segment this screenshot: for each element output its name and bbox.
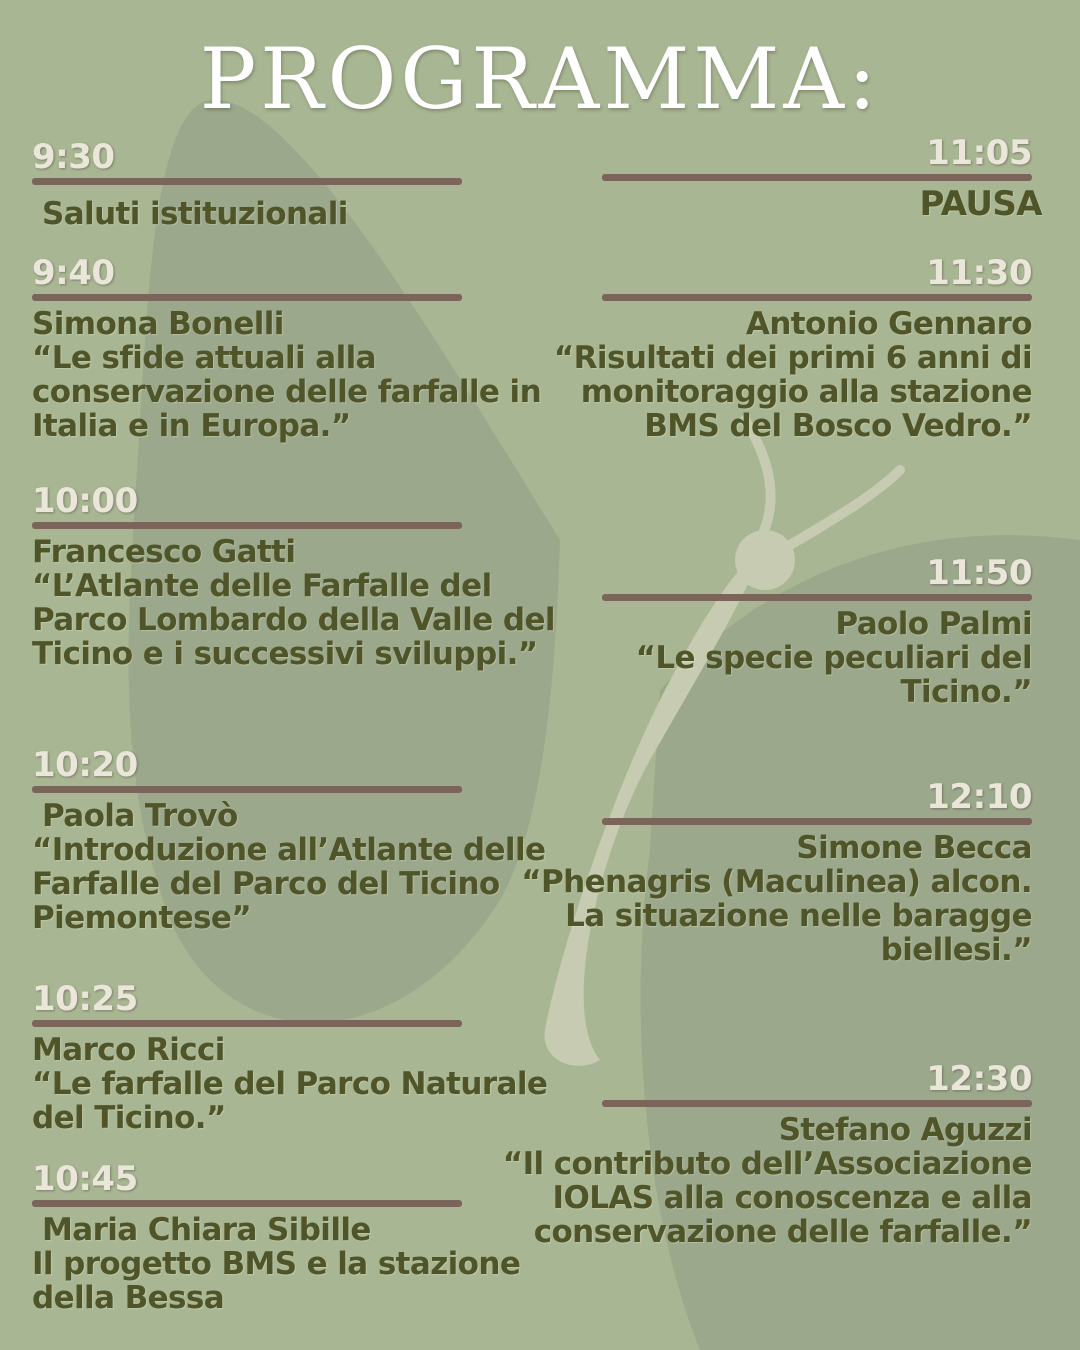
slot-speaker: Antonio Gennaro — [745, 306, 1032, 342]
slot-talk-title: “Phenagris (Maculinea) alcon. La situazione nelle baragge biellesi.” — [521, 864, 1032, 968]
slot-speaker: Francesco Gatti — [32, 534, 296, 570]
divider-line — [32, 294, 462, 301]
slot-speaker: Stefano Aguzzi — [778, 1112, 1032, 1148]
slot-time: 9:40 — [32, 253, 115, 293]
divider-line — [32, 1020, 462, 1027]
slot-talk-title: “Le specie peculiari del Ticino.” — [635, 640, 1032, 710]
slot-time: 11:05 — [926, 133, 1032, 173]
slot-time: 9:30 — [32, 137, 115, 177]
slot-speaker: Saluti istituzionali — [42, 196, 348, 232]
program-slot — [32, 254, 562, 443]
slot-speaker: Marco Ricci — [32, 1032, 225, 1068]
slot-talk-title: “Le sfide attuali alla conservazione delle farfalle in Italia e in Europa.” — [32, 340, 542, 444]
slot-speaker: PAUSA — [919, 184, 1042, 224]
slot-time: 12:30 — [926, 1059, 1032, 1099]
slot-speaker: Simona Bonelli — [32, 306, 284, 342]
program-slot — [502, 554, 1032, 709]
slot-time: 10:25 — [32, 979, 138, 1019]
slot-time: 12:10 — [926, 777, 1032, 817]
divider-line — [602, 818, 1032, 825]
divider-line — [602, 594, 1032, 601]
divider-line — [602, 294, 1032, 301]
slot-talk-title: Il progetto BMS e la stazione della Bessa — [32, 1246, 521, 1316]
page-title: PROGRAMMA: — [199, 30, 881, 128]
slot-talk-title: “L’Atlante delle Farfalle del Parco Lombardo della Valle del Ticino e i successivi sviluppi.” — [32, 568, 555, 672]
slot-time: 11:30 — [926, 253, 1032, 293]
slot-time: 10:20 — [32, 745, 138, 785]
slot-time: 10:45 — [32, 1159, 138, 1199]
program-slot — [502, 133, 1042, 224]
slot-talk-title: “Risultati dei primi 6 anni di monitoraggio alla stazione BMS del Bosco Vedro.” — [553, 340, 1032, 444]
program-slot — [32, 482, 562, 671]
divider-line — [602, 174, 1032, 181]
slot-speaker: Maria Chiara Sibille — [42, 1212, 371, 1248]
program-slot — [502, 778, 1032, 967]
slot-talk-title: “Le farfalle del Parco Naturale del Ticino.” — [32, 1066, 548, 1136]
program-slot — [32, 980, 562, 1135]
divider-line — [32, 786, 462, 793]
program-slot — [32, 1160, 562, 1315]
divider-line — [602, 1100, 1032, 1107]
divider-line — [32, 1200, 462, 1207]
slot-time: 11:50 — [926, 553, 1032, 593]
program-slot — [502, 1060, 1032, 1249]
divider-line — [32, 522, 462, 529]
slot-talk-title: “Il contributo dell’Associazione IOLAS alla conoscenza e alla conservazione delle farfalle.” — [502, 1146, 1032, 1250]
divider-line — [32, 178, 462, 185]
slot-speaker: Paola Trovò — [42, 798, 238, 834]
slot-speaker: Simone Becca — [796, 830, 1032, 866]
program-slot — [32, 746, 562, 935]
program-slot — [502, 254, 1032, 443]
slot-speaker: Paolo Palmi — [835, 606, 1032, 642]
slot-time: 10:00 — [32, 481, 138, 521]
program-slot — [32, 138, 562, 231]
slot-talk-title: “Introduzione all’Atlante delle Farfalle del Parco del Ticino Piemontese” — [32, 832, 546, 936]
